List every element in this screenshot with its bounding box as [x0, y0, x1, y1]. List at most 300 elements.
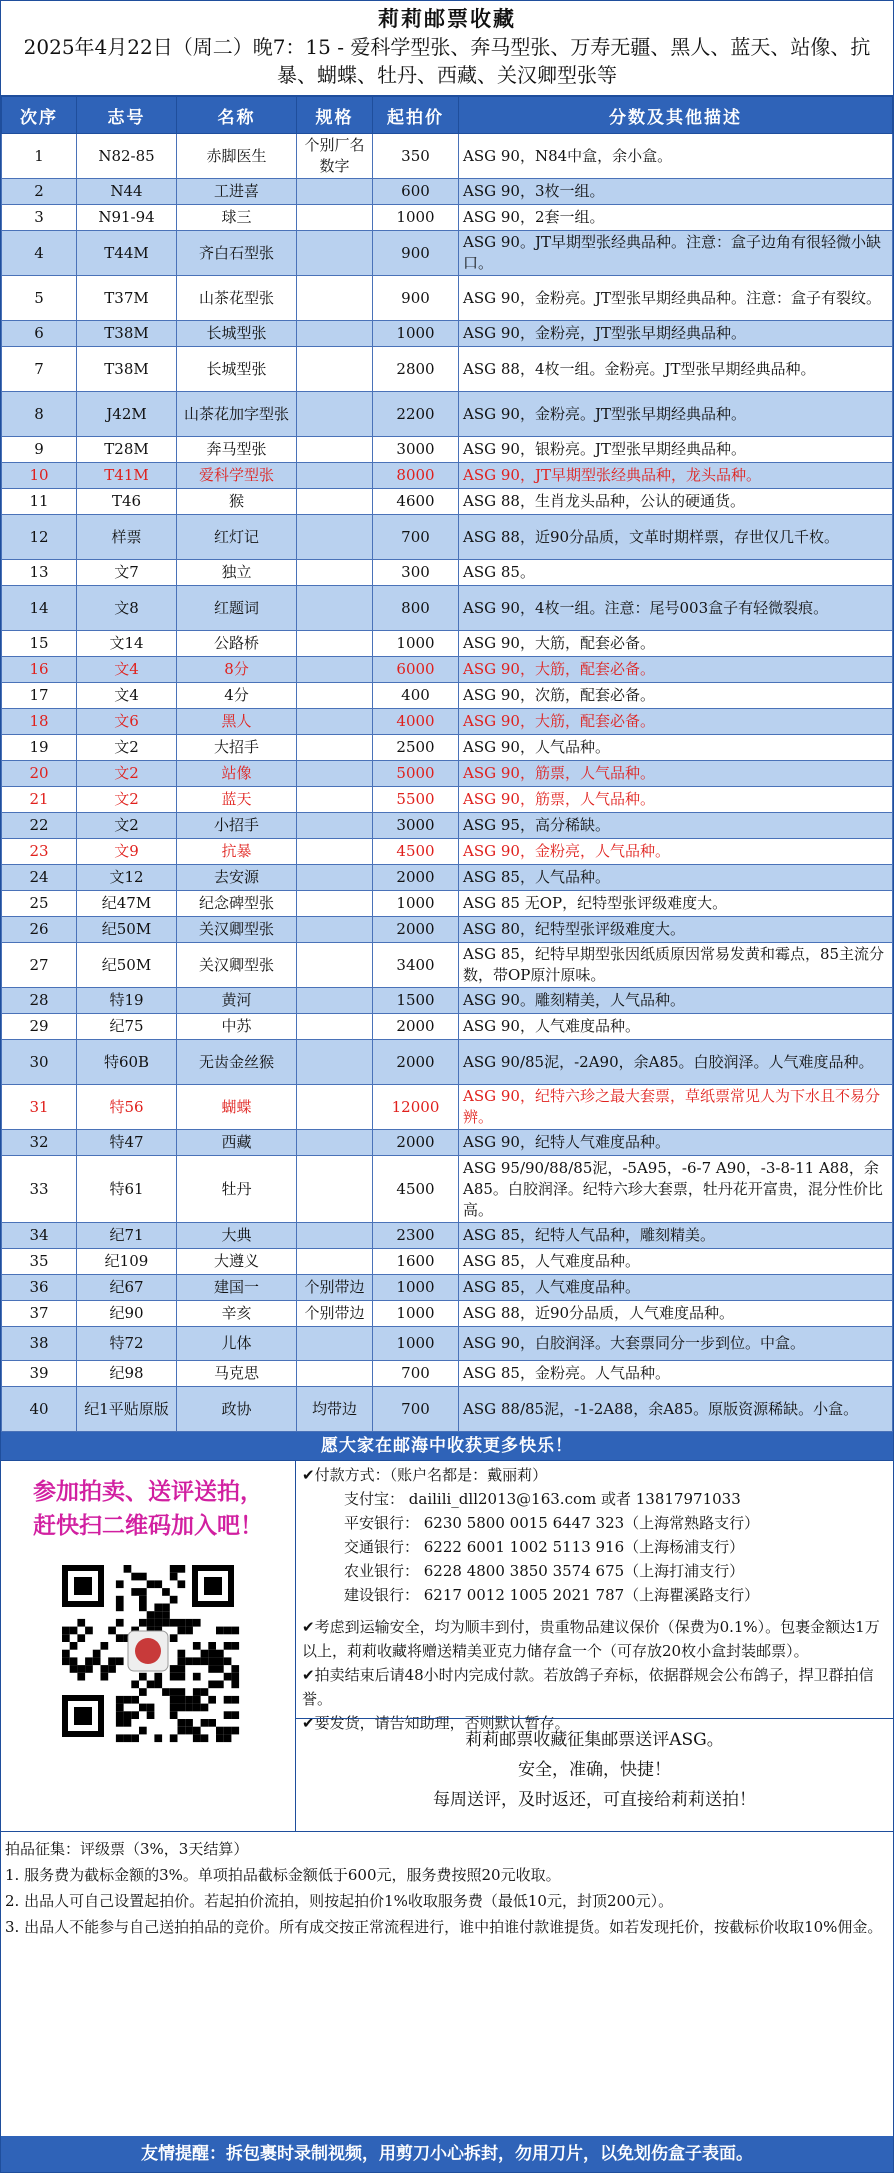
rule-item: 1. 服务费为截标金额的3%。单项拍品截标金额低于600元，服务费按照20元收取。: [5, 1866, 561, 1884]
start-price: 6000: [373, 657, 459, 683]
grade-description: ASG 85。: [459, 560, 893, 586]
start-price: 2000: [373, 917, 459, 943]
stamp-code: 样票: [77, 515, 177, 560]
payment-title: ✔付款方式：（账户名都是：戴丽莉）: [302, 1466, 548, 1484]
lot-number: 17: [2, 683, 77, 709]
submission-line-2: 安全，准确，快捷！: [518, 1760, 671, 1780]
stamp-name: 去安源: [177, 865, 297, 891]
grade-description: ASG 90。JT早期型张经典品种。注意：盒子边角有很轻微小缺口。: [459, 231, 893, 276]
start-price: 1000: [373, 205, 459, 231]
stamp-spec: [297, 1085, 373, 1130]
lot-number: 22: [2, 813, 77, 839]
stamp-name: 红灯记: [177, 515, 297, 560]
stamp-code: 纪98: [77, 1361, 177, 1387]
grade-description: ASG 90，次筋，配套必备。: [459, 683, 893, 709]
submission-line-1: 莉莉邮票收藏征集邮票送评ASG。: [465, 1730, 724, 1750]
start-price: 3000: [373, 813, 459, 839]
grade-description: ASG 90，金粉亮，JT型张早期经典品种。: [459, 321, 893, 347]
stamp-code: 纪90: [77, 1301, 177, 1327]
consignment-rules: [1, 1831, 893, 1944]
lot-number: 24: [2, 865, 77, 891]
grade-description: ASG 85，人气难度品种。: [459, 1249, 893, 1275]
stamp-code: T46: [77, 489, 177, 515]
stamp-name: 黑人: [177, 709, 297, 735]
bank-line: 建设银行： 6217 0012 1005 2021 787（上海瞿溪路支行）: [344, 1586, 760, 1604]
table-row: [2, 1387, 893, 1432]
stamp-name: 抗暴: [177, 839, 297, 865]
table-header-row: [2, 97, 893, 134]
lot-number: 28: [2, 988, 77, 1014]
table-row: [2, 1361, 893, 1387]
start-price: 800: [373, 586, 459, 631]
lot-number: 7: [2, 347, 77, 392]
lot-number: 8: [2, 392, 77, 437]
table-row: [2, 231, 893, 276]
grade-description: ASG 88/85泥，-1-2A88，余A85。原版资源稀缺。小盒。: [459, 1387, 893, 1432]
grade-description: ASG 90，2套一组。: [459, 205, 893, 231]
table-row: [2, 683, 893, 709]
table-row: [2, 735, 893, 761]
start-price: 3400: [373, 943, 459, 988]
stamp-code: 文4: [77, 683, 177, 709]
lots-body: [2, 134, 893, 1432]
start-price: 3000: [373, 437, 459, 463]
grade-description: ASG 85，人气品种。: [459, 865, 893, 891]
start-price: 900: [373, 276, 459, 321]
grade-description: ASG 90，金粉亮，人气品种。: [459, 839, 893, 865]
start-price: 700: [373, 1387, 459, 1432]
stamp-code: 特72: [77, 1327, 177, 1361]
stamp-name: 辛亥: [177, 1301, 297, 1327]
grade-description: ASG 85，纪特早期型张因纸质原因常易发黄和霉点，85主流分数，带OP原汁原味。: [459, 943, 893, 988]
submission-line-3: 每周送评，及时返还，可直接给莉莉送拍！: [433, 1790, 756, 1810]
invite-panel: [1, 1461, 296, 1831]
stamp-name: 牡丹: [177, 1156, 297, 1223]
start-price: 4500: [373, 1156, 459, 1223]
col-header-spec: 规格: [297, 97, 373, 134]
table-row: [2, 276, 893, 321]
lot-number: 33: [2, 1156, 77, 1223]
table-row: [2, 1014, 893, 1040]
table-row: [2, 321, 893, 347]
lot-number: 18: [2, 709, 77, 735]
lot-number: 14: [2, 586, 77, 631]
table-row: [2, 1040, 893, 1085]
lot-number: 5: [2, 276, 77, 321]
stamp-spec: 均带边: [297, 1387, 373, 1432]
lot-number: 30: [2, 1040, 77, 1085]
grade-description: ASG 90，纪特人气难度品种。: [459, 1130, 893, 1156]
stamp-code: 纪1平贴原版: [77, 1387, 177, 1432]
stamp-name: 大典: [177, 1223, 297, 1249]
stamp-code: 纪75: [77, 1014, 177, 1040]
grade-description: ASG 90，N84中盒，余小盒。: [459, 134, 893, 179]
stamp-code: N44: [77, 179, 177, 205]
rules-title: 拍品征集：评级票（3%，3天结算）: [5, 1840, 249, 1858]
lot-number: 31: [2, 1085, 77, 1130]
stamp-spec: [297, 1327, 373, 1361]
start-price: 4600: [373, 489, 459, 515]
table-row: [2, 489, 893, 515]
grade-description: ASG 85，金粉亮。人气品种。: [459, 1361, 893, 1387]
table-row: [2, 787, 893, 813]
grade-description: ASG 90，大筋，配套必备。: [459, 631, 893, 657]
table-row: [2, 1130, 893, 1156]
lot-number: 25: [2, 891, 77, 917]
stamp-name: 建国一: [177, 1275, 297, 1301]
col-header-no: 次序: [2, 97, 77, 134]
stamp-spec: 个别带边: [297, 1301, 373, 1327]
stamp-spec: [297, 709, 373, 735]
stamp-spec: [297, 515, 373, 560]
start-price: 12000: [373, 1085, 459, 1130]
grade-description: ASG 95，高分稀缺。: [459, 813, 893, 839]
table-row: [2, 865, 893, 891]
start-price: 1000: [373, 321, 459, 347]
stamp-spec: [297, 231, 373, 276]
invite-line-2: 赶快扫二维码加入吧！: [33, 1512, 263, 1539]
table-row: [2, 1156, 893, 1223]
start-price: 2300: [373, 1223, 459, 1249]
table-row: [2, 586, 893, 631]
stamp-code: T41M: [77, 463, 177, 489]
start-price: 1000: [373, 1275, 459, 1301]
lots-table: [1, 96, 893, 1432]
table-row: [2, 1327, 893, 1361]
stamp-name: 8分: [177, 657, 297, 683]
grade-description: ASG 90，大筋，配套必备。: [459, 657, 893, 683]
stamp-code: N82-85: [77, 134, 177, 179]
payment-alipay: 支付宝： dailili_dll2013@163.com 或者 13817971033: [344, 1490, 741, 1508]
stamp-spec: [297, 761, 373, 787]
stamp-code: 纪50M: [77, 917, 177, 943]
footer-reminder: 友情提醒：拆包裹时录制视频，用剪刀小心拆封，勿用刀片，以免划伤盒子表面。: [1, 2136, 893, 2172]
stamp-code: 特60B: [77, 1040, 177, 1085]
lot-number: 20: [2, 761, 77, 787]
lot-number: 26: [2, 917, 77, 943]
table-row: [2, 392, 893, 437]
stamp-code: 文2: [77, 761, 177, 787]
stamp-name: 儿体: [177, 1327, 297, 1361]
table-row: [2, 134, 893, 179]
stamp-name: 赤脚医生: [177, 134, 297, 179]
stamp-code: 特47: [77, 1130, 177, 1156]
table-row: [2, 1223, 893, 1249]
grade-description: ASG 88，生肖龙头品种，公认的硬通货。: [459, 489, 893, 515]
stamp-name: 大遵义: [177, 1249, 297, 1275]
stamp-name: 政协: [177, 1387, 297, 1432]
stamp-spec: [297, 917, 373, 943]
start-price: 2000: [373, 1040, 459, 1085]
start-price: 2500: [373, 735, 459, 761]
grade-description: ASG 88，近90分品质，人气难度品种。: [459, 1301, 893, 1327]
lot-number: 36: [2, 1275, 77, 1301]
stamp-spec: [297, 865, 373, 891]
stamp-code: 文4: [77, 657, 177, 683]
table-row: [2, 205, 893, 231]
stamp-code: 特19: [77, 988, 177, 1014]
stamp-spec: [297, 1014, 373, 1040]
stamp-name: 工进喜: [177, 179, 297, 205]
stamp-code: T44M: [77, 231, 177, 276]
grade-description: ASG 85 无OP，纪特型张评级难度大。: [459, 891, 893, 917]
table-row: [2, 631, 893, 657]
stamp-spec: [297, 943, 373, 988]
stamp-spec: [297, 347, 373, 392]
start-price: 2200: [373, 392, 459, 437]
stamp-code: 特61: [77, 1156, 177, 1223]
stamp-name: 黄河: [177, 988, 297, 1014]
stamp-code: 纪109: [77, 1249, 177, 1275]
lot-number: 15: [2, 631, 77, 657]
table-row: [2, 988, 893, 1014]
catalog-title: 莉莉邮票收藏: [378, 6, 516, 31]
stamp-spec: [297, 463, 373, 489]
stamp-name: 爱科学型张: [177, 463, 297, 489]
start-price: 5000: [373, 761, 459, 787]
grade-description: ASG 88，近90分品质，文革时期样票，存世仅几千枚。: [459, 515, 893, 560]
table-row: [2, 437, 893, 463]
start-price: 2000: [373, 1014, 459, 1040]
note-payment-deadline: ✔拍卖结束后请48小时内完成付款。若放鸽子弃标，依据群规会公布鸽子，捍卫群拍信誉。: [302, 1666, 874, 1708]
stamp-spec: [297, 1361, 373, 1387]
stamp-name: 关汉卿型张: [177, 917, 297, 943]
table-row: [2, 839, 893, 865]
stamp-name: 蓝天: [177, 787, 297, 813]
stamp-name: 站像: [177, 761, 297, 787]
lot-number: 10: [2, 463, 77, 489]
stamp-code: 文12: [77, 865, 177, 891]
grade-description: ASG 85，人气难度品种。: [459, 1275, 893, 1301]
stamp-spec: [297, 437, 373, 463]
table-row: [2, 709, 893, 735]
start-price: 1000: [373, 631, 459, 657]
stamp-code: 纪50M: [77, 943, 177, 988]
table-row: [2, 943, 893, 988]
stamp-spec: [297, 321, 373, 347]
start-price: 4000: [373, 709, 459, 735]
lot-number: 4: [2, 231, 77, 276]
start-price: 300: [373, 560, 459, 586]
lot-number: 9: [2, 437, 77, 463]
stamp-spec: [297, 988, 373, 1014]
stamp-spec: [297, 1156, 373, 1223]
stamp-name: 蝴蝶: [177, 1085, 297, 1130]
stamp-code: 纪67: [77, 1275, 177, 1301]
catalog-header: [1, 1, 893, 96]
stamp-spec: [297, 631, 373, 657]
stamp-code: 文14: [77, 631, 177, 657]
stamp-code: J42M: [77, 392, 177, 437]
table-row: [2, 1275, 893, 1301]
info-section: [1, 1460, 893, 1831]
table-row: [2, 179, 893, 205]
note-shipping: ✔考虑到运输安全，均为顺丰到付，贵重物品建议保价（保费为0.1%）。包裹金额达1万以上，莉莉收藏将赠送精美亚克力储存盒一个（可存放20枚小盒封装邮票）。: [302, 1618, 880, 1660]
stamp-name: 大招手: [177, 735, 297, 761]
stamp-spec: 个别厂名数字: [297, 134, 373, 179]
start-price: 2000: [373, 865, 459, 891]
greeting-banner: 愿大家在邮海中收获更多快乐！: [1, 1432, 893, 1460]
lot-number: 35: [2, 1249, 77, 1275]
lot-number: 29: [2, 1014, 77, 1040]
grade-description: ASG 90，纪特六珍之最大套票，草纸票常见人为下水且不易分辨。: [459, 1085, 893, 1130]
grade-description: ASG 90，人气品种。: [459, 735, 893, 761]
grade-description: ASG 90，筋票，人气品种。: [459, 761, 893, 787]
lot-number: 16: [2, 657, 77, 683]
lot-number: 12: [2, 515, 77, 560]
stamp-name: 关汉卿型张: [177, 943, 297, 988]
start-price: 700: [373, 1361, 459, 1387]
catalog-subtitle: 2025年4月22日（周二）晚7：15 - 爱科学型张、奔马型张、万寿无疆、黑人、蓝天、站像、抗暴、蝴蝶、牡丹、西藏、关汉卿型张等: [23, 35, 871, 87]
lot-number: 39: [2, 1361, 77, 1387]
stamp-spec: [297, 813, 373, 839]
lot-number: 27: [2, 943, 77, 988]
stamp-name: 纪念碑型张: [177, 891, 297, 917]
table-row: [2, 1301, 893, 1327]
col-header-name: 名称: [177, 97, 297, 134]
bank-line: 农业银行： 6228 4800 3850 3574 675（上海打浦支行）: [344, 1562, 745, 1580]
bank-line: 交通银行： 6222 6001 1002 5113 916（上海杨浦支行）: [344, 1538, 745, 1556]
start-price: 1600: [373, 1249, 459, 1275]
stamp-code: 文2: [77, 735, 177, 761]
stamp-name: 小招手: [177, 813, 297, 839]
stamp-spec: [297, 1040, 373, 1085]
stamp-code: 文7: [77, 560, 177, 586]
stamp-name: 长城型张: [177, 347, 297, 392]
stamp-name: 西藏: [177, 1130, 297, 1156]
lot-number: 32: [2, 1130, 77, 1156]
stamp-name: 独立: [177, 560, 297, 586]
grade-description: ASG 90，人气难度品种。: [459, 1014, 893, 1040]
col-header-desc: 分数及其他描述: [459, 97, 893, 134]
grade-description: ASG 90。雕刻精美，人气品种。: [459, 988, 893, 1014]
lot-number: 38: [2, 1327, 77, 1361]
stamp-name: 4分: [177, 683, 297, 709]
lot-number: 21: [2, 787, 77, 813]
grade-description: ASG 85，纪特人气品种，雕刻精美。: [459, 1223, 893, 1249]
stamp-spec: [297, 1223, 373, 1249]
stamp-spec: [297, 489, 373, 515]
stamp-spec: [297, 560, 373, 586]
stamp-spec: [297, 891, 373, 917]
stamp-name: 猴: [177, 489, 297, 515]
lot-number: 37: [2, 1301, 77, 1327]
table-row: [2, 761, 893, 787]
stamp-code: 纪47M: [77, 891, 177, 917]
grade-description: ASG 90，筋票，人气品种。: [459, 787, 893, 813]
start-price: 1000: [373, 1327, 459, 1361]
stamp-code: T37M: [77, 276, 177, 321]
stamp-name: 山茶花型张: [177, 276, 297, 321]
start-price: 2000: [373, 1130, 459, 1156]
table-row: [2, 1085, 893, 1130]
lot-number: 6: [2, 321, 77, 347]
stamp-code: 文2: [77, 813, 177, 839]
payment-panel: [296, 1461, 893, 1831]
lot-number: 34: [2, 1223, 77, 1249]
lot-number: 19: [2, 735, 77, 761]
grade-description: ASG 90，3枚一组。: [459, 179, 893, 205]
col-header-price: 起拍价: [373, 97, 459, 134]
stamp-code: 文6: [77, 709, 177, 735]
bank-line: 平安银行： 6230 5800 0015 6447 323（上海常熟路支行）: [344, 1514, 760, 1532]
stamp-spec: [297, 276, 373, 321]
table-row: [2, 891, 893, 917]
stamp-code: 纪71: [77, 1223, 177, 1249]
stamp-spec: [297, 1130, 373, 1156]
stamp-spec: [297, 657, 373, 683]
table-row: [2, 917, 893, 943]
table-row: [2, 463, 893, 489]
grade-description: ASG 90，金粉亮。JT型张早期经典品种。: [459, 392, 893, 437]
stamp-name: 奔马型张: [177, 437, 297, 463]
grade-description: ASG 90，4枚一组。注意：尾号003盒子有轻微裂痕。: [459, 586, 893, 631]
rule-item: 2. 出品人可自己设置起拍价。若起拍价流拍，则按起拍价1%收取服务费（最低10元，封顶200元）。: [5, 1892, 674, 1910]
lot-number: 3: [2, 205, 77, 231]
lot-number: 1: [2, 134, 77, 179]
rule-item: 3. 出品人不能参与自己送拍拍品的竞价。所有成交按正常流程进行，谁中拍谁付款谁提货。如若发现托价，按截标价收取10%佣金。: [5, 1918, 883, 1936]
stamp-code: N91-94: [77, 205, 177, 231]
stamp-spec: [297, 392, 373, 437]
stamp-code: 文8: [77, 586, 177, 631]
lot-number: 23: [2, 839, 77, 865]
start-price: 900: [373, 231, 459, 276]
stamp-name: 公路桥: [177, 631, 297, 657]
stamp-name: 无齿金丝猴: [177, 1040, 297, 1085]
grade-description: ASG 80，纪特型张评级难度大。: [459, 917, 893, 943]
start-price: 1000: [373, 1301, 459, 1327]
stamp-name: 红题词: [177, 586, 297, 631]
lot-number: 2: [2, 179, 77, 205]
grade-description: ASG 90，白胶润泽。大套票同分一步到位。中盒。: [459, 1327, 893, 1361]
stamp-name: 马克思: [177, 1361, 297, 1387]
start-price: 8000: [373, 463, 459, 489]
invite-line-1: 参加拍卖、送评送拍，: [33, 1478, 263, 1505]
start-price: 2800: [373, 347, 459, 392]
stamp-code: 特56: [77, 1085, 177, 1130]
stamp-code: 文2: [77, 787, 177, 813]
start-price: 1000: [373, 891, 459, 917]
lot-number: 40: [2, 1387, 77, 1432]
stamp-spec: [297, 179, 373, 205]
stamp-spec: [297, 205, 373, 231]
col-header-code: 志号: [77, 97, 177, 134]
lot-number: 11: [2, 489, 77, 515]
stamp-code: 文9: [77, 839, 177, 865]
stamp-code: T38M: [77, 321, 177, 347]
table-row: [2, 560, 893, 586]
start-price: 4500: [373, 839, 459, 865]
start-price: 700: [373, 515, 459, 560]
stamp-name: 山茶花加字型张: [177, 392, 297, 437]
table-row: [2, 1249, 893, 1275]
stamp-name: 长城型张: [177, 321, 297, 347]
lot-number: 13: [2, 560, 77, 586]
stamp-spec: [297, 586, 373, 631]
qr-code-icon[interactable]: [56, 1559, 240, 1743]
note-delivery: ✔要发货，请告知助理，否则默认暂存。: [302, 1714, 570, 1732]
start-price: 1500: [373, 988, 459, 1014]
stamp-spec: [297, 787, 373, 813]
stamp-name: 中苏: [177, 1014, 297, 1040]
submission-box: [296, 1718, 893, 1831]
stamp-code: T28M: [77, 437, 177, 463]
start-price: 600: [373, 179, 459, 205]
start-price: 5500: [373, 787, 459, 813]
grade-description: ASG 90，JT早期型张经典品种，龙头品种。: [459, 463, 893, 489]
stamp-name: 齐白石型张: [177, 231, 297, 276]
stamp-spec: [297, 1249, 373, 1275]
